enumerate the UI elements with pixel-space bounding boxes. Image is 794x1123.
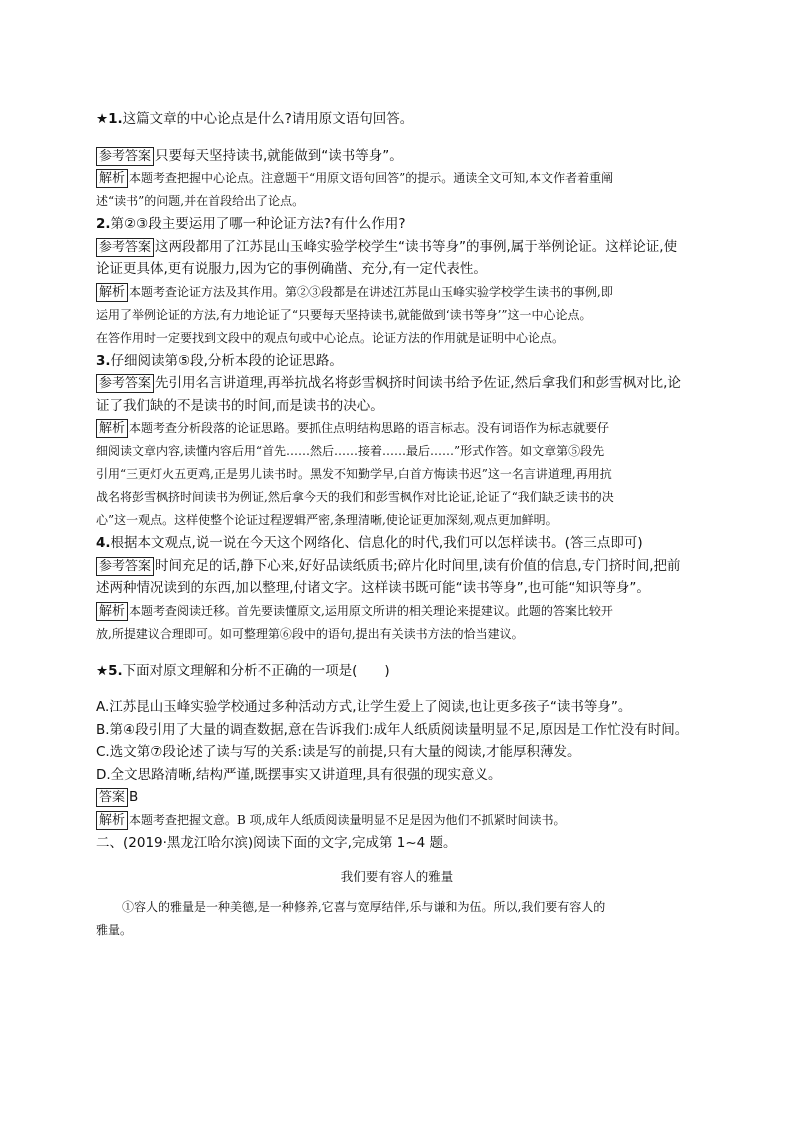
- answer-tag: 参考答案: [96, 147, 154, 166]
- question-5: [96, 660, 698, 683]
- answer-text: 时间充足的话,静下心来,好好品读纸质书;碎片化时间里,读有价值的信息,专门挤时间,把前: [155, 557, 681, 574]
- answer-text: 只要每天坚持读书,就能做到“读书等身”。: [155, 147, 403, 164]
- analysis-text-cont: 引用“三更灯火五更鸡,正是男儿读书时。黑发不知勤学早,白首方悔读书迟”这一名言讲道理,再用抗: [96, 467, 612, 481]
- analysis-text: 本题考查分析段落的论证思路。要抓住点明结构思路的语言标志。没有词语作为标志就要仔: [129, 421, 610, 435]
- option-c: C.选文第⑦段论述了读与写的关系:读是写的前提,只有大量的阅读,才能厚积薄发。: [96, 744, 581, 760]
- analysis-row: [96, 600, 698, 623]
- answer-text-cont: 论证更具体,更有说服力,因为它的事例确凿、充分,有一定代表性。: [96, 261, 487, 277]
- analysis-text: 本题考查阅读迁移。首先要读懂原文,运用原文所讲的相关理论来提建议。此题的答案比较开: [129, 603, 613, 618]
- question-2: [96, 213, 698, 236]
- analysis-row: [96, 417, 698, 440]
- analysis-tag: 解析: [96, 169, 128, 188]
- answer-row: [96, 372, 698, 395]
- analysis-text: 本题考查论证方法及其作用。第②③段都是在讲述江苏昆山玉峰实验学校学生读书的事例,即: [129, 284, 613, 299]
- analysis-tag: 解析: [96, 602, 128, 621]
- question-3: [96, 350, 698, 373]
- question-1: [96, 108, 698, 131]
- analysis-text-cont: 在答作用时一定要找到文段中的观点句或中心论点。论证方法的作用就是证明中心论点。: [96, 330, 565, 345]
- analysis-row: [96, 281, 698, 304]
- analysis-text-cont: 述“读书”的问题,并在首段给出了论点。: [96, 194, 305, 208]
- worksheet-page: [96, 108, 698, 942]
- answer-row: [96, 555, 698, 578]
- analysis-tag: 解析: [96, 283, 128, 302]
- analysis-text-cont: 战名将彭雪枫挤时间读书为例证,然后拿今天的我们和彭雪枫作对比论证,论证了“我们缺乏读书的决: [96, 490, 614, 504]
- answer-row: [96, 786, 698, 809]
- question-text: 根据本文观点,说一说在今天这个网络化、信息化的时代,我们可以怎样读书。(答三点即可): [110, 535, 643, 551]
- option-b: B.第④段引用了大量的调查数据,意在告诉我们:成年人纸质阅读量明显不足,原因是工作忙没有时间。: [96, 721, 689, 738]
- article-paragraph-cont: 雅量。: [96, 923, 133, 937]
- question-number: ★1.: [96, 111, 123, 127]
- question-number: ★5.: [96, 662, 123, 679]
- option-d: D.全文思路清晰,结构严谨,既摆事实又讲道理,具有很强的现实意义。: [96, 766, 502, 783]
- answer-tag: 参考答案: [96, 238, 154, 257]
- question-4: [96, 532, 698, 555]
- analysis-text-cont: 运用了举例论证的方法,有力地论证了“只要每天坚持读书,就能做到‘读书等身’”这一中心论点。: [96, 307, 592, 322]
- analysis-text-cont: 细阅读文章内容,读懂内容后用“首先……然后……接着……最后……”形式作答。如文章第⑤段先: [96, 444, 605, 458]
- answer-row: [96, 236, 698, 259]
- answer-tag: 参考答案: [96, 374, 154, 393]
- analysis-row: [96, 167, 698, 190]
- analysis-row: [96, 809, 698, 832]
- question-number: 4.: [96, 535, 111, 551]
- section-heading: 二、(2019·黑龙江哈尔滨)阅读下面的文字,完成第 1~4 题。: [96, 834, 457, 851]
- answer-text-cont: 证了我们缺的不是读书的时间,而是读书的决心。: [96, 397, 384, 414]
- question-text: 下面对原文理解和分析不正确的一项是( ): [122, 662, 390, 679]
- answer-text: B: [129, 789, 139, 805]
- question-text: 第②③段主要运用了哪一种论证方法?有什么作用?: [110, 216, 406, 232]
- analysis-text-cont: 心”这一观点。这样使整个论证过程逻辑严密,条理清晰,使论证更加深刻,观点更加鲜明。: [96, 513, 558, 527]
- article-paragraph: ①容人的雅量是一种美德,是一种修养,它喜与宽厚结伴,乐与谦和为伍。所以,我们要有容人的: [122, 900, 606, 914]
- analysis-tag: 解析: [96, 419, 128, 438]
- analysis-tag: 解析: [96, 811, 128, 830]
- article-title: 我们要有容人的雅量: [340, 869, 454, 884]
- question-text: 这篇文章的中心论点是什么?请用原文语句回答。: [122, 111, 414, 127]
- answer-row: [96, 145, 698, 168]
- option-a: A.江苏昆山玉峰实验学校通过多种活动方式,让学生爱上了阅读,也让更多孩子“读书等身”。: [96, 699, 632, 715]
- answer-tag: 答案: [96, 788, 128, 807]
- question-number: 3.: [96, 352, 111, 369]
- answer-text-cont: 述两种情况读到的东西,加以整理,付诸文字。这样读书既可能“读书等身”,也可能“知识等身”。: [96, 580, 650, 596]
- analysis-text: 本题考查把握文意。B 项,成年人纸质阅读量明显不足是因为他们不抓紧时间读书。: [129, 812, 566, 827]
- analysis-text: 本题考查把握中心论点。注意题干“用原文语句回答”的提示。通读全文可知,本文作者着重阐: [129, 171, 614, 185]
- question-text: 仔细阅读第⑤段,分析本段的论证思路。: [110, 352, 343, 369]
- answer-text: 先引用名言讲道理,再举抗战名将彭雪枫挤时间读书给予佐证,然后拿我们和彭雪枫对比,论: [155, 375, 681, 391]
- question-number: 2.: [96, 216, 111, 232]
- analysis-text-cont: 放,所提建议合理即可。如可整理第⑥段中的语句,提出有关读书方法的恰当建议。: [96, 626, 524, 641]
- answer-tag: 参考答案: [96, 557, 154, 576]
- answer-text: 这两段都用了江苏昆山玉峰实验学校学生“读书等身”的事例,属于举例论证。这样论证,使: [155, 238, 678, 255]
